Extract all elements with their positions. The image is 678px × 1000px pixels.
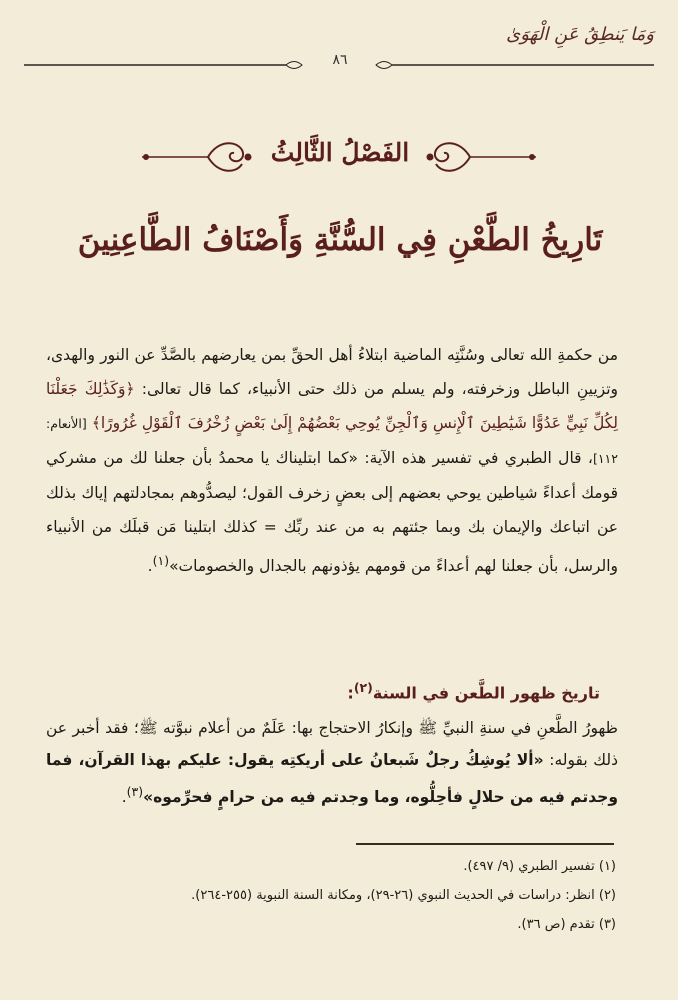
section-text: ظهورُ الطَّعنِ في سنةِ النبيِّ ﷺ وإنكارُ الاحتجاج بها: عَلَمٌ من أعلام نبوَّته ﷺ؛ فقد أخبر عن ذلك بقوله:: [46, 719, 618, 769]
footnote-marker-3: (٣): [126, 784, 144, 799]
footnote-1: (١) تفسير الطبري (٩/ ٤٩٧).: [463, 859, 616, 874]
running-title: وَمَا يَنطِقُ عَنِ الْهَوَىٰ: [506, 24, 654, 45]
quran-verse: ﴿وَكَذَٰلِكَ جَعَلْنَا لِكُلِّ نَبِيٍّ عَدُوًّا شَيَٰطِينَ ٱلْإِنسِ وَٱلْجِنِّ يُوحِي بَعْضُهُمْ إِلَىٰ بَعْضٍ زُخْرُفَ ٱلْقَوْلِ غُرُورًا﴾: [46, 380, 618, 432]
footnote-3: (٣) تقدم (ص ٣٦).: [517, 917, 616, 932]
right-ornament-icon: [420, 132, 540, 182]
section-heading-colon: :: [347, 683, 354, 703]
header-rule: [24, 58, 654, 72]
section-heading: [80, 680, 600, 702]
page-number: ٨٦: [332, 52, 348, 68]
section-end: .: [121, 788, 127, 807]
footnote-marker-1: (١): [152, 553, 170, 568]
section-heading-text: تاريخ ظهور الطَّعن في السنة: [372, 683, 600, 703]
tabari-quote: ، قال الطبري في تفسير هذه الآية: «كما ابتليناك يا محمدُ بأن جعلنا لك من مشركي قومك أعداءً شياطين يوحي بعضهم إلى بعضٍ زخرف القول؛ ليصدُّوهم بمجادلتهم إياك بذلك عن اتباعك والإيمان بك وبما جئتهم به من عند ربِّك = كذلك ابتلينا مَن قبلَك من الأنبياء والرسل، بأن جعلنا لهم أعداءً من قومهم يؤذونهم بالجدال والخصومات»: [46, 449, 618, 576]
footnotes: [56, 852, 616, 939]
footnote-2: (٢) انظر: دراسات في الحديث النبوي (٢٦-٢٩)، ومكانة السنة النبوية (٢٥٥-٢٦٤).: [191, 888, 616, 903]
section-paragraph: [46, 712, 618, 813]
chapter-heading-row: [0, 132, 678, 182]
intro-paragraph: [46, 338, 618, 583]
chapter-title: تَارِيخُ الطَّعْنِ فِي السُّنَّةِ وَأَصْنَافُ الطَّاعِنِينَ: [77, 222, 603, 258]
chapter-label: الفَصْلُ الثَّالِثُ: [270, 138, 410, 167]
hadith-quote: «ألا يُوشِكُ رجلٌ شَبعانُ على أريكتِه يقول: عليكم بهذا القرآن، فما وجدتم فيه من حلالٍ فأحِلُّوه، وما وجدتم فيه من حرامٍ فحرِّموه»: [46, 751, 618, 807]
intro-text: من حكمةِ الله تعالى وسُنَّتِه الماضية ابتلاءُ أهل الحقِّ بمن يعارضهم بالصَّدِّ عن النور والهدى، وتزيينِ الباطل وزخرفته، ولم يسلم من ذلك حتى الأنبياء، كما قال تعالى:: [46, 346, 619, 398]
verse-reference: [الأنعام: ١١٢]: [46, 416, 618, 466]
paragraph-end: .: [147, 557, 153, 576]
footnote-divider: [356, 843, 614, 845]
footnote-marker-2: (٢): [353, 680, 373, 695]
